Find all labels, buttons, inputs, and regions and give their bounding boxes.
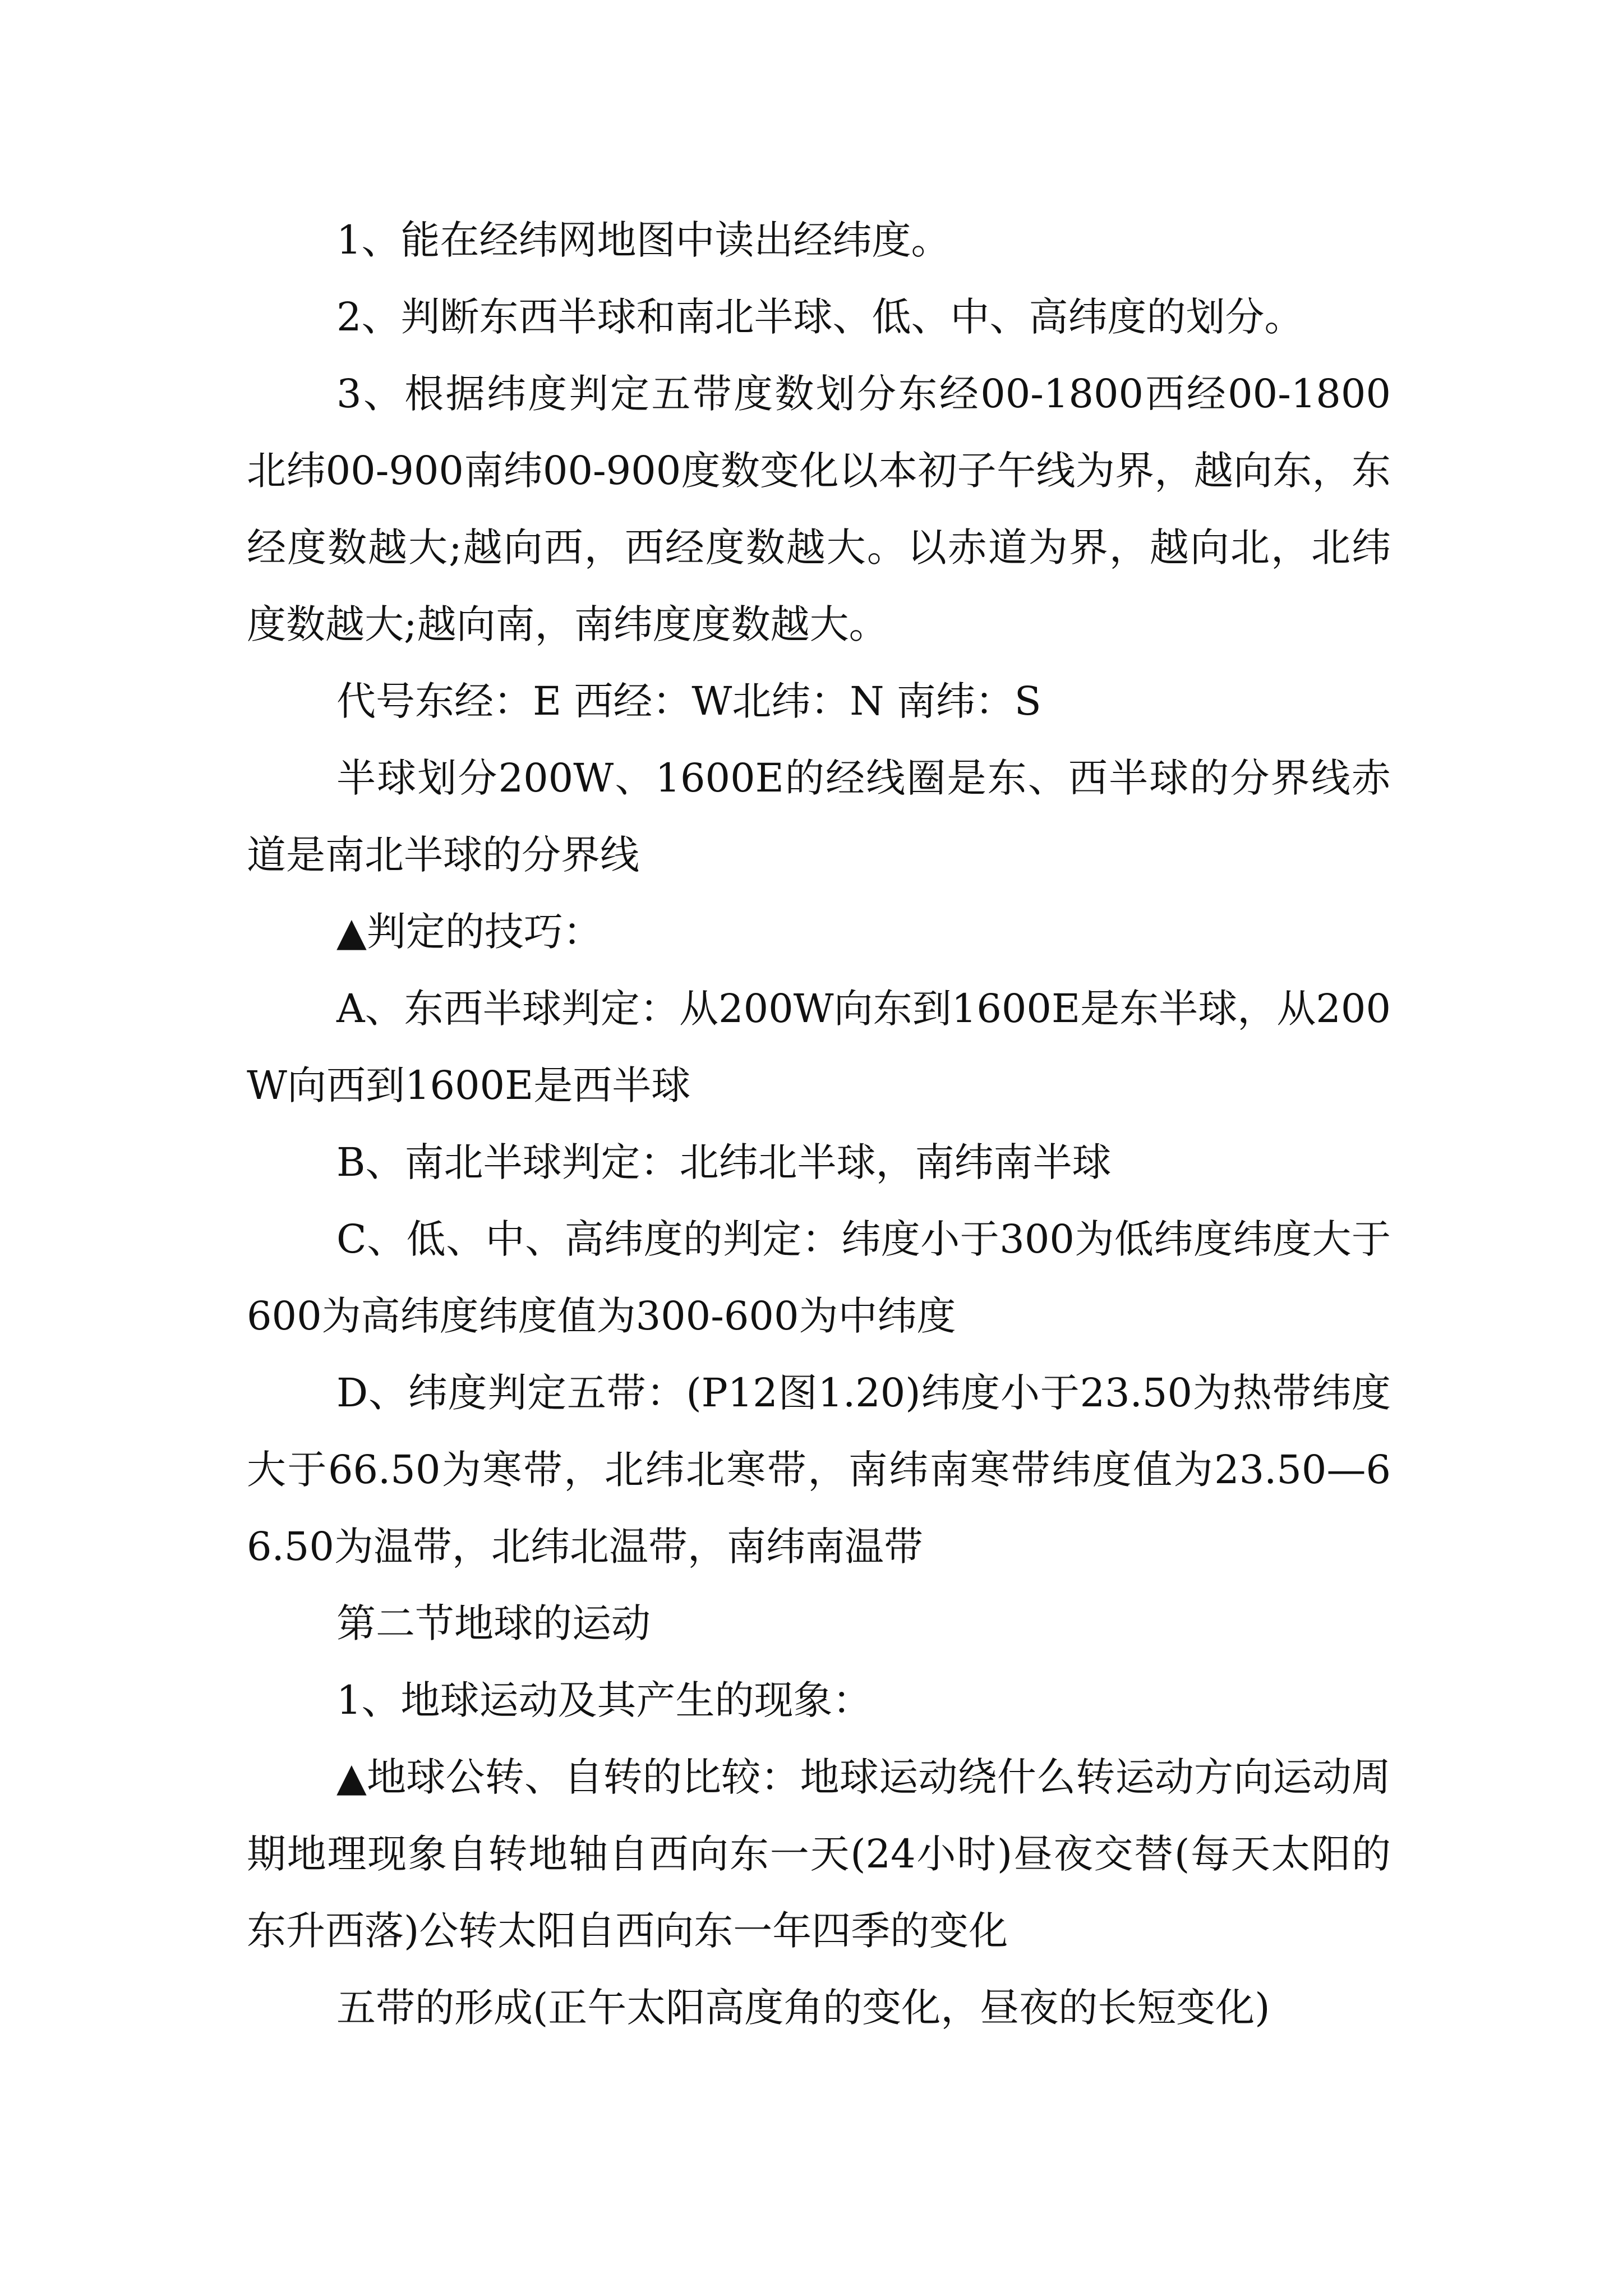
paragraph-5: 半球划分200W、1600E的经线圈是东、西半球的分界线赤道是南北半球的分界线 [247, 755, 1391, 878]
paragraph-10: D、纬度判定五带：(P12图1.20)纬度小于23.50为热带纬度大于66.50为寒带，北纬北寒带，南纬南寒带纬度值为23.50—66.50为温带，北纬北温带，南纬南温带 [247, 1370, 1391, 1570]
paragraph-12: 1、地球运动及其产生的现象： [336, 1677, 872, 1723]
paragraph-3: 3、根据纬度判定五带度数划分东经00-1800西经00-1800北纬00-900南纬00-900度数变化以本初子午线为界，越向东，东经度数越大;越向西，西经度数越大。以赤道为界，越向北，北纬度数越大;越向南，南纬度度数越大。 [247, 371, 1391, 647]
paragraph-4: 代号东经：E 西经：W北纬：N 南纬：S [336, 678, 1041, 724]
paragraph-13: ▲地球公转、自转的比较：地球运动绕什么转运动方向运动周期地理现象自转地轴自西向东一天(24小时)昼夜交替(每天太阳的东升西落)公转太阳自西向东一年四季的变化 [247, 1754, 1391, 1954]
paragraph-2: 2、判断东西半球和南北半球、低、中、高纬度的划分。 [336, 294, 1304, 340]
paragraph-7: A、东西半球判定：从200W向东到1600E是东半球，从200W向西到1600E是西半球 [247, 986, 1391, 1108]
paragraph-8: B、南北半球判定：北纬北半球，南纬南半球 [336, 1139, 1112, 1185]
paragraph-6: ▲判定的技巧： [336, 909, 602, 955]
paragraph-9: C、低、中、高纬度的判定：纬度小于300为低纬度纬度大于600为高纬度纬度值为300-600为中纬度 [247, 1216, 1391, 1339]
paragraph-1: 1、能在经纬网地图中读出经纬度。 [336, 217, 951, 263]
paragraph-11: 第二节地球的运动 [336, 1600, 651, 1646]
document-body [247, 202, 1391, 2046]
paragraph-14: 五带的形成(正午太阳高度角的变化，昼夜的长短变化) [336, 1985, 1270, 2031]
